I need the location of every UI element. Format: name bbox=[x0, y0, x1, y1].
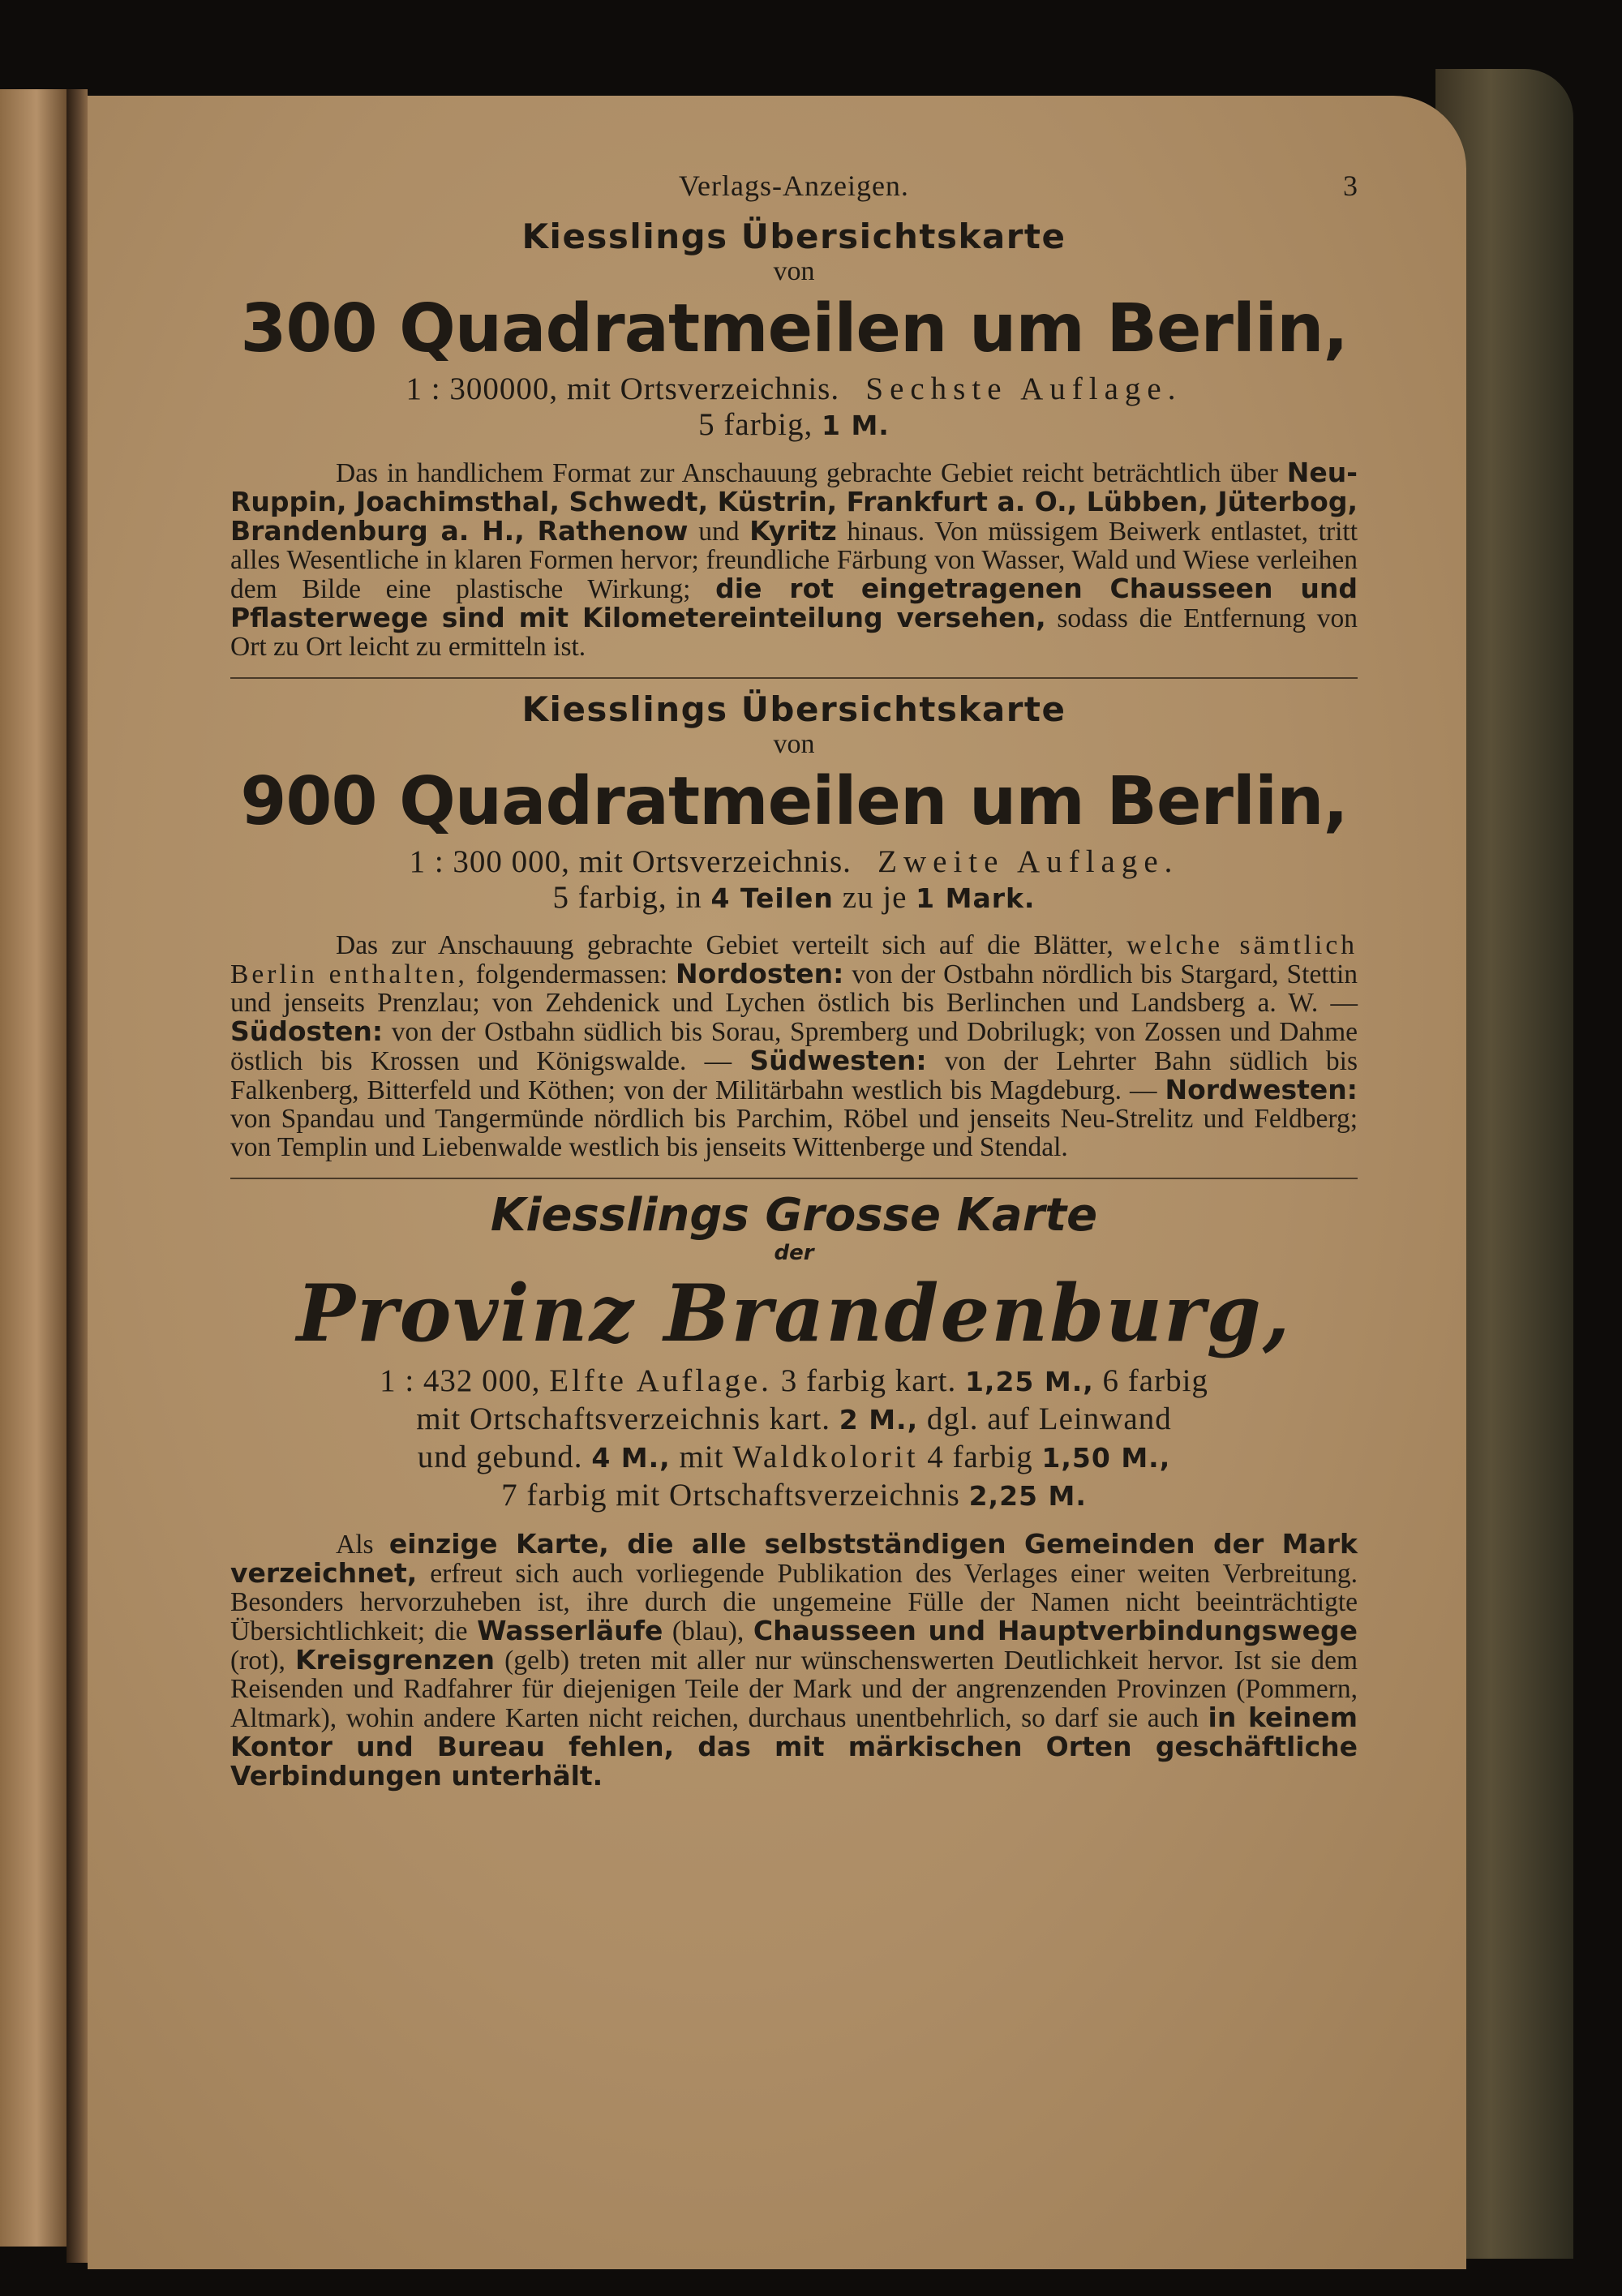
bold-text: Wasserläufe bbox=[477, 1615, 663, 1646]
bold-text: Nordosten: bbox=[675, 958, 844, 989]
body-text: 3 farbig kart. bbox=[771, 1363, 965, 1398]
divider bbox=[230, 1178, 1358, 1179]
ad-price-line bbox=[230, 1401, 1358, 1439]
ad2-body-text bbox=[230, 931, 1358, 1161]
ad-von: von bbox=[773, 256, 815, 286]
spaced-text: welche sämtlich Berlin enthalten, bbox=[230, 930, 1358, 989]
body-text: und bbox=[688, 517, 750, 547]
ad-heading: Kiesslings Grosse Karte bbox=[490, 1189, 1098, 1242]
bold-text: einzige Karte, die alle selbstständigen Gemeinden der Mark verzeichnet, bbox=[230, 1528, 1358, 1589]
spaced-text: Waldkolorit bbox=[732, 1440, 919, 1474]
ad1-body-text bbox=[230, 458, 1358, 661]
body-text: erfreut sich auch vorliegende Publikation des Verlages einer weiten Verbreitung. Besonders hervorzuheben ist, ihre durch die ungemeine Fülle der Namen nicht beeinträchtigte Übersichtlichkeit; die bbox=[230, 1559, 1358, 1646]
body-text: von der Lehrter Bahn südlich bis Falkenberg, Bitterfeld und Köthen; von der Militärbahn westlich bis Magdeburg. — bbox=[230, 1046, 1358, 1105]
bold-text: Nordwesten: bbox=[1165, 1074, 1358, 1105]
bold-text: 2,25 M. bbox=[968, 1480, 1087, 1512]
body-text: 1 : 432 000, bbox=[380, 1363, 550, 1398]
body-text: hinaus. Von müssigem Beiwerk entlastet, tritt alles Wesentliche in klaren Formen hervor; freundliche Färbung von Wasser, Wald und Wiese verleihen dem Bilde eine plastische Wirkung; bbox=[230, 517, 1358, 604]
ad-colors: 5 farbig, in bbox=[552, 880, 702, 915]
bold-text: in keinem Kontor und Bureau fehlen, das mit märkischen Orten geschäftliche Verbindungen unterhält. bbox=[230, 1702, 1358, 1792]
body-text: Das zur Anschauung gebrachte Gebiet verteilt sich auf die Blätter, bbox=[336, 930, 1127, 960]
ad-parts: 4 Teilen bbox=[710, 882, 834, 914]
ad-heading: Kiesslings Übersichtskarte bbox=[521, 689, 1066, 729]
book-page bbox=[88, 96, 1466, 2269]
bold-text: 1,50 M., bbox=[1041, 1442, 1171, 1474]
book-spine bbox=[67, 89, 88, 2263]
body-text: 6 farbig bbox=[1093, 1363, 1208, 1398]
ad-each: zu je bbox=[842, 880, 908, 915]
body-text: folgendermassen: bbox=[467, 959, 676, 989]
ad3-description bbox=[230, 1530, 1358, 1791]
body-text: Als bbox=[336, 1530, 389, 1560]
ad-price-line bbox=[230, 1439, 1358, 1477]
body-text: sodass die Entfernung von Ort zu Ort leicht zu ermitteln ist. bbox=[230, 603, 1358, 662]
ad-edition: Sechste Auflage. bbox=[865, 371, 1182, 406]
body-text: von der Ostbahn nördlich bis Stargard, Stettin und jenseits Prenzlau; von Zehdenick und Lychen östlich bis Berlinchen und Landsberg a. W. — bbox=[230, 959, 1358, 1018]
body-text: (blau), bbox=[663, 1616, 753, 1646]
ad2-description bbox=[230, 931, 1358, 1161]
ad-title: Provinz Brandenburg, bbox=[296, 1268, 1292, 1359]
ad-price-lines bbox=[230, 1363, 1358, 1515]
bold-text: Kyritz bbox=[749, 515, 837, 547]
ad-300-quadratmeilen bbox=[230, 217, 1358, 444]
body-text: mit Ortschaftsverzeichnis kart. bbox=[416, 1401, 839, 1436]
body-text: von Spandau und Tangermünde nördlich bis Parchim, Röbel und jenseits Neu-Strelitz und Feldberg; von Templin und Liebenwalde westlich bis jenseits Wittenberge und Stendal. bbox=[230, 1104, 1358, 1162]
ad-scale-line bbox=[230, 844, 1358, 880]
ad-provinz-brandenburg bbox=[230, 1191, 1358, 1515]
ad-von: von bbox=[773, 729, 815, 759]
spaced-text: Elfte Auflage. bbox=[549, 1363, 772, 1398]
body-text: von der Ostbahn südlich bis Sorau, Spremberg und Dobrilugk; von Zossen und Dahme östlich bis Krossen und Königswalde. — bbox=[230, 1017, 1358, 1076]
bold-text: 4 M., bbox=[591, 1442, 671, 1474]
bold-text: die rot eingetragenen Chausseen und Pflasterwege sind mit Kilometereinteilung versehen, bbox=[230, 573, 1358, 633]
bold-text: 2 M., bbox=[839, 1404, 919, 1436]
bold-text: Südwesten: bbox=[749, 1045, 927, 1076]
ad-scale: 1 : 300 000, mit Ortsverzeichnis. bbox=[409, 844, 852, 879]
ad1-description bbox=[230, 458, 1358, 661]
page-number: 3 bbox=[1343, 170, 1358, 202]
bold-text: 1,25 M., bbox=[964, 1366, 1094, 1397]
body-text: und gebund. bbox=[417, 1440, 592, 1474]
ad-price-line bbox=[230, 880, 1358, 916]
bold-text: Südosten: bbox=[230, 1015, 384, 1047]
body-text: Das in handlichem Format zur Anschauung gebrachte Gebiet reicht beträchtlich über bbox=[336, 458, 1287, 488]
left-page-edge bbox=[0, 89, 67, 2247]
ad3-body-text bbox=[230, 1530, 1358, 1791]
body-text: (gelb) treten mit aller nur wünschenswerten Deutlichkeit hervor. Ist sie dem Reisenden und Radfahrer für diejenigen Teile der Mark und der angrenzenden Provinzen (Pommern, Altmark), wohin andere Karten nicht reichen, durchaus unentbehrlich, so darf sie auch bbox=[230, 1646, 1358, 1733]
body-text: 7 farbig mit Ortschaftsverzeichnis bbox=[501, 1478, 969, 1513]
ad-scale-line bbox=[230, 371, 1358, 407]
body-text: (rot), bbox=[230, 1646, 295, 1676]
page-content bbox=[230, 169, 1358, 1791]
ad-price-line bbox=[230, 1477, 1358, 1515]
ad-title: 900 Quadratmeilen um Berlin, bbox=[240, 763, 1348, 840]
ad-colors: 5 farbig, bbox=[698, 407, 813, 442]
ad-price-line bbox=[230, 407, 1358, 444]
running-title: Verlags-Anzeigen. bbox=[679, 170, 909, 202]
bold-text: Chausseen und Hauptverbindungswege bbox=[753, 1615, 1358, 1646]
ad-der: der bbox=[774, 1241, 814, 1265]
body-text: 4 farbig bbox=[918, 1440, 1042, 1474]
bold-text: Kreisgrenzen bbox=[294, 1644, 496, 1676]
body-text: mit bbox=[670, 1440, 733, 1474]
ad-scale: 1 : 300000, mit Ortsverzeichnis. bbox=[406, 371, 840, 406]
ad-price: 1 M. bbox=[822, 410, 890, 441]
running-head bbox=[230, 169, 1358, 217]
ad-heading: Kiesslings Übersichtskarte bbox=[521, 217, 1066, 256]
ad-title: 300 Quadratmeilen um Berlin, bbox=[240, 290, 1348, 367]
ad-900-quadratmeilen bbox=[230, 690, 1358, 916]
divider bbox=[230, 677, 1358, 679]
ad-price-line bbox=[230, 1363, 1358, 1401]
ad-edition: Zweite Auflage. bbox=[878, 844, 1179, 879]
bold-text: Neu-Ruppin, Joachimsthal, Schwedt, Küstrin, Frankfurt a. O., Lübben, Jüterbog, Brandenburg a. H., Rathenow bbox=[230, 457, 1358, 547]
ad-price: 1 Mark. bbox=[916, 882, 1036, 914]
body-text: dgl. auf Leinwand bbox=[918, 1401, 1172, 1436]
